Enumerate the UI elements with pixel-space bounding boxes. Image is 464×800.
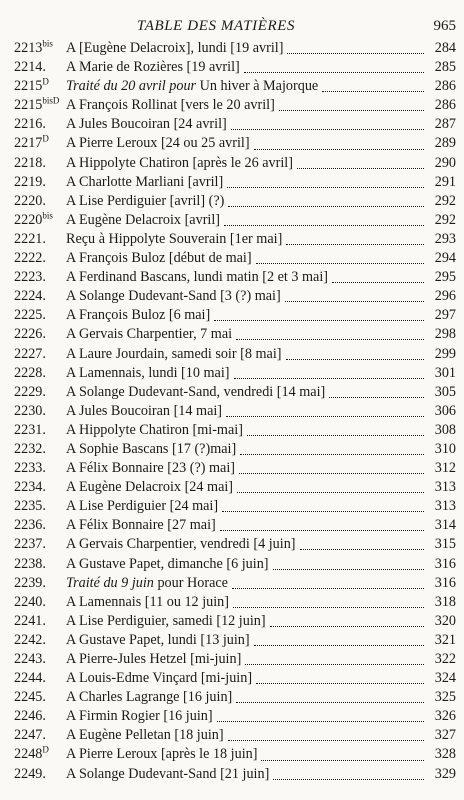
toc-entry bbox=[14, 326, 456, 345]
toc-entry bbox=[14, 689, 456, 708]
entry-number: 2239. bbox=[14, 574, 46, 591]
entry-page: 321 bbox=[434, 631, 456, 648]
entry-page: 327 bbox=[434, 727, 456, 744]
entry-page: 296 bbox=[434, 288, 456, 305]
entry-title: A Solange Dudevant-Sand, vendredi [14 mai] bbox=[66, 383, 326, 400]
entry-number: 2246. bbox=[14, 708, 46, 725]
entry-number: $2215^{bisD}$ bbox=[14, 95, 60, 114]
entry-title: A Laure Jourdain, samedi soir [8 mai] bbox=[66, 345, 282, 362]
dot-leader bbox=[273, 779, 424, 780]
entry-number: 2231. bbox=[14, 421, 46, 438]
dot-leader bbox=[286, 359, 424, 360]
entry-title: A Solange Dudevant-Sand [21 juin] bbox=[66, 765, 270, 782]
dot-leader bbox=[227, 187, 424, 188]
entry-page: 286 bbox=[434, 97, 456, 114]
page-title: TABLE DES MATIÈRES bbox=[136, 18, 296, 34]
entry-title: A François Rollinat [vers le 20 avril] bbox=[66, 97, 275, 114]
entry-number: 2221. bbox=[14, 230, 46, 247]
dot-leader bbox=[222, 511, 424, 512]
dot-leader bbox=[228, 740, 424, 741]
entry-title: A Félix Bonnaire [23 (?) mai] bbox=[66, 460, 236, 477]
dot-leader bbox=[287, 53, 424, 54]
entry-number: 2247. bbox=[14, 727, 46, 744]
entry-number: 2227. bbox=[14, 345, 46, 362]
dot-leader bbox=[236, 339, 424, 340]
toc-entry bbox=[14, 498, 456, 517]
dot-leader bbox=[254, 149, 424, 150]
entry-page: 324 bbox=[434, 670, 456, 687]
entry-page: 314 bbox=[434, 517, 456, 534]
dot-leader bbox=[244, 72, 424, 73]
entry-number: $2220^{bis}$ bbox=[14, 210, 53, 228]
entry-number: 2236. bbox=[14, 517, 46, 534]
dot-leader bbox=[220, 530, 424, 531]
dot-leader bbox=[214, 320, 424, 321]
entry-number: 2225. bbox=[14, 307, 46, 324]
entry-title: A Eugène Delacroix [24 mai] bbox=[66, 479, 234, 496]
dot-leader bbox=[247, 435, 424, 436]
entry-title: Traité du 9 juin pour Horace bbox=[66, 574, 228, 591]
entry-title: A [Eugène Delacroix], lundi [19 avril] bbox=[66, 40, 284, 56]
entry-number: 2237. bbox=[14, 536, 46, 553]
entry-number: $2213^{bis}$ bbox=[14, 38, 53, 56]
entry-title: A Ferdinand Bascans, lundi matin [2 et 3 mai] bbox=[66, 269, 329, 286]
toc-entry bbox=[14, 765, 456, 785]
entry-page: 305 bbox=[434, 383, 456, 400]
entry-page: 306 bbox=[434, 402, 456, 419]
entry-page: 310 bbox=[434, 440, 456, 457]
toc-entry bbox=[14, 631, 456, 651]
entry-title: A Firmin Rogier [16 juin] bbox=[66, 708, 213, 725]
toc-entry bbox=[14, 95, 456, 116]
entry-page: 326 bbox=[434, 708, 456, 725]
entry-page: 318 bbox=[434, 593, 456, 610]
dot-leader bbox=[226, 416, 424, 417]
entry-number: 2216. bbox=[14, 116, 46, 133]
toc-entry bbox=[14, 440, 456, 460]
entry-page: 298 bbox=[434, 326, 456, 343]
entry-number: 2222. bbox=[14, 250, 46, 267]
toc-entry bbox=[14, 288, 456, 307]
entry-number: 2238. bbox=[14, 555, 46, 572]
entry-title: A Sophie Bascans [17 (?)mai] bbox=[66, 440, 237, 457]
toc-entry bbox=[14, 479, 456, 498]
dot-leader bbox=[254, 645, 424, 646]
toc-entry bbox=[14, 383, 456, 403]
dot-leader bbox=[228, 206, 424, 207]
entry-page: 312 bbox=[434, 460, 456, 477]
dot-leader bbox=[233, 607, 424, 608]
toc-entry bbox=[14, 154, 456, 174]
entry-title: A Lise Perdiguier [24 mai] bbox=[66, 498, 219, 515]
entry-title: A Gustave Papet, lundi [13 juin] bbox=[66, 631, 250, 648]
toc-list bbox=[14, 38, 456, 785]
dot-leader bbox=[245, 664, 424, 665]
toc-entry bbox=[14, 269, 456, 288]
entry-page: 285 bbox=[434, 59, 456, 76]
dot-leader bbox=[256, 263, 424, 264]
toc-entry bbox=[14, 230, 456, 250]
dot-leader bbox=[234, 378, 424, 379]
entry-number: 2242. bbox=[14, 631, 46, 648]
entry-page: 294 bbox=[434, 250, 456, 267]
toc-entry bbox=[14, 574, 456, 594]
toc-entry bbox=[14, 345, 456, 365]
dot-leader bbox=[279, 110, 424, 111]
entry-title: A Gervais Charpentier, 7 mai bbox=[66, 326, 233, 343]
entry-number: 2245. bbox=[14, 689, 46, 706]
toc-entry bbox=[14, 727, 456, 746]
dot-leader bbox=[329, 397, 424, 398]
toc-entry bbox=[14, 210, 456, 231]
entry-number-suffix: bis bbox=[42, 210, 53, 221]
entry-title: A Louis-Edme Vinçard [mi-juin] bbox=[66, 670, 253, 687]
toc-entry bbox=[14, 116, 456, 135]
entry-title: A Eugène Pelletan [18 juin] bbox=[66, 727, 224, 744]
entry-number: 2226. bbox=[14, 326, 46, 343]
entry-number: 2230. bbox=[14, 402, 46, 419]
entry-number: 2223. bbox=[14, 269, 46, 286]
dot-leader bbox=[256, 683, 424, 684]
entry-page: 293 bbox=[434, 230, 456, 247]
entry-number: 2232. bbox=[14, 440, 46, 457]
entry-title: A Charles Lagrange [16 juin] bbox=[66, 689, 233, 706]
toc-entry bbox=[14, 744, 456, 765]
entry-number: 2224. bbox=[14, 288, 46, 305]
dot-leader bbox=[261, 760, 424, 761]
entry-title: A Hippolyte Chatiron [après le 26 avril] bbox=[66, 154, 293, 171]
entry-number-suffix: bis bbox=[42, 38, 53, 49]
entry-title: A Lise Perdiguier [avril] (?) bbox=[66, 192, 225, 209]
entry-page: 290 bbox=[434, 154, 456, 171]
dot-leader bbox=[286, 244, 424, 245]
entry-page: 284 bbox=[434, 40, 456, 56]
entry-page: 313 bbox=[434, 479, 456, 496]
toc-entry bbox=[14, 192, 456, 212]
entry-number-suffix: bisD bbox=[42, 95, 60, 106]
entry-number: $2217^D$ bbox=[14, 133, 49, 152]
entry-title: A Pierre-Jules Hetzel [mi-juin] bbox=[66, 651, 242, 667]
toc-entry bbox=[14, 59, 456, 78]
dot-leader bbox=[240, 454, 424, 455]
dot-leader bbox=[232, 588, 424, 589]
entry-title: A Félix Bonnaire [27 mai] bbox=[66, 517, 216, 534]
toc-entry bbox=[14, 76, 456, 97]
entry-title: A Lise Perdiguier, samedi [12 juin] bbox=[66, 612, 266, 629]
entry-title: A Pierre Leroux [après le 18 juin] bbox=[66, 746, 258, 763]
entry-page: 315 bbox=[434, 536, 456, 553]
entry-title: A Jules Boucoiran [14 mai] bbox=[66, 402, 223, 419]
page-header bbox=[14, 12, 456, 40]
entry-title: Traité du 20 avril pour Un hiver à Majorque bbox=[66, 78, 319, 95]
entry-number: 2244. bbox=[14, 670, 46, 687]
toc-entry bbox=[14, 38, 456, 59]
entry-title: A Gustave Papet, dimanche [6 juin] bbox=[66, 555, 269, 572]
entry-title: A Lamennais [11 ou 12 juin] bbox=[66, 593, 229, 610]
entry-title: A François Buloz [6 mai] bbox=[66, 307, 211, 324]
toc-entry bbox=[14, 173, 456, 193]
dot-leader bbox=[332, 282, 424, 283]
dot-leader bbox=[285, 301, 424, 302]
entry-title: A Hippolyte Chatiron [mi-mai] bbox=[66, 421, 243, 438]
entry-title: Reçu à Hippolyte Souverain [1er mai] bbox=[66, 230, 283, 247]
page-number: 965 bbox=[433, 18, 456, 34]
toc-entry bbox=[14, 364, 456, 384]
entry-number: 2241. bbox=[14, 612, 46, 629]
entry-title: A Lamennais, lundi [10 mai] bbox=[66, 364, 230, 381]
toc-entry bbox=[14, 612, 456, 632]
entry-page: 308 bbox=[434, 421, 456, 438]
entry-page: 313 bbox=[434, 498, 456, 515]
toc-entry bbox=[14, 421, 456, 441]
dot-leader bbox=[300, 549, 424, 550]
entry-page: 297 bbox=[434, 307, 456, 324]
entry-title: A Pierre Leroux [24 ou 25 avril] bbox=[66, 135, 250, 152]
entry-page: 292 bbox=[434, 192, 456, 209]
entry-number-suffix: D bbox=[42, 133, 49, 144]
dot-leader bbox=[273, 569, 424, 570]
entry-page: 320 bbox=[434, 612, 456, 629]
entry-title: A Gervais Charpentier, vendredi [4 juin] bbox=[66, 536, 296, 553]
entry-page: 301 bbox=[434, 364, 456, 381]
toc-entry bbox=[14, 402, 456, 422]
entry-number: 2218. bbox=[14, 154, 46, 171]
entry-number: 2235. bbox=[14, 498, 46, 515]
toc-entry bbox=[14, 250, 456, 269]
entry-page: 322 bbox=[434, 651, 456, 667]
entry-page: 287 bbox=[434, 116, 456, 133]
toc-entry bbox=[14, 670, 456, 689]
toc-entry bbox=[14, 593, 456, 613]
entry-page: 325 bbox=[434, 689, 456, 706]
toc-entry bbox=[14, 708, 456, 727]
dot-leader bbox=[236, 702, 424, 703]
entry-page: 328 bbox=[434, 746, 456, 763]
entry-number: 2219. bbox=[14, 173, 46, 190]
dot-leader bbox=[297, 168, 424, 169]
toc-entry bbox=[14, 517, 456, 536]
toc-entry bbox=[14, 133, 456, 154]
toc-entry bbox=[14, 555, 456, 575]
entry-page: 292 bbox=[434, 211, 456, 228]
toc-entry bbox=[14, 536, 456, 555]
entry-number-suffix: D bbox=[42, 744, 49, 755]
toc-entry bbox=[14, 460, 456, 479]
entry-number: 2249. bbox=[14, 765, 46, 782]
entry-number: 2243. bbox=[14, 651, 46, 667]
entry-title: A Eugène Delacroix [avril] bbox=[66, 211, 221, 228]
entry-page: 295 bbox=[434, 269, 456, 286]
dot-leader bbox=[270, 626, 424, 627]
entry-title: A Jules Boucoiran [24 avril] bbox=[66, 116, 227, 133]
dot-leader bbox=[239, 473, 424, 474]
entry-number: 2234. bbox=[14, 479, 46, 496]
entry-number: 2220. bbox=[14, 192, 46, 209]
entry-title: A Solange Dudevant-Sand [3 (?) mai] bbox=[66, 288, 281, 305]
dot-leader bbox=[237, 492, 424, 493]
entry-page: 329 bbox=[434, 765, 456, 782]
toc-entry bbox=[14, 651, 456, 670]
dot-leader bbox=[224, 225, 424, 226]
dot-leader bbox=[217, 721, 424, 722]
entry-page: 291 bbox=[434, 173, 456, 190]
entry-number: 2228. bbox=[14, 364, 46, 381]
entry-number: $2248^D$ bbox=[14, 744, 49, 763]
entry-page: 316 bbox=[434, 555, 456, 572]
entry-number: 2229. bbox=[14, 383, 46, 400]
entry-number: 2240. bbox=[14, 593, 46, 610]
entry-title: A Marie de Rozières [19 avril] bbox=[66, 59, 240, 76]
dot-leader bbox=[231, 129, 424, 130]
entry-page: 289 bbox=[434, 135, 456, 152]
entry-page: 299 bbox=[434, 345, 456, 362]
entry-page: 286 bbox=[434, 78, 456, 95]
entry-number: 2214. bbox=[14, 59, 46, 76]
entry-number: 2233. bbox=[14, 460, 46, 477]
dot-leader bbox=[322, 91, 424, 92]
entry-page: 316 bbox=[434, 574, 456, 591]
entry-title: A Charlotte Marliani [avril] bbox=[66, 173, 224, 190]
entry-number-suffix: D bbox=[42, 76, 49, 87]
toc-entry bbox=[14, 307, 456, 326]
entry-title: A François Buloz [début de mai] bbox=[66, 250, 252, 267]
entry-number: $2215^D$ bbox=[14, 76, 49, 95]
